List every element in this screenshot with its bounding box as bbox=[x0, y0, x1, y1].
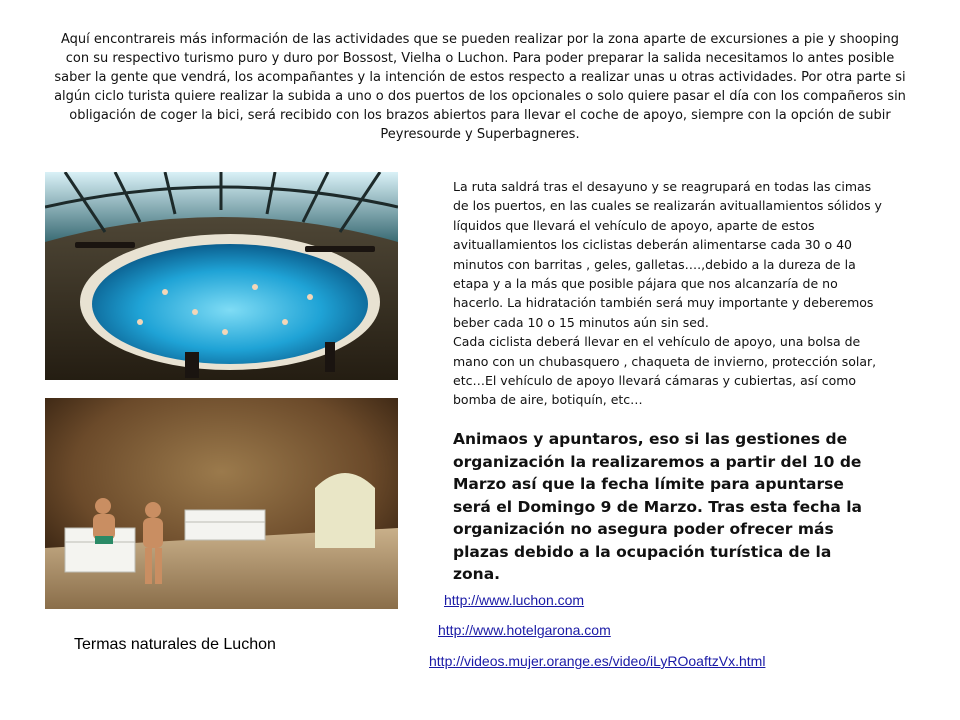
luchon-link[interactable]: http://www.luchon.com bbox=[444, 592, 585, 608]
route-paragraph-1: La ruta saldrá tras el desayuno y se reagrupará en todas las cimas de los puertos, en las cuales se realizarán avituallamientos sólidos y líquidos que llevará el vehículo de apoyo, aparte de estos avituallamientos los ciclistas deberán alimentarse cada 30 o 40 minutos con barritas , geles, galletas….,debido a la dureza de la etapa y a la más que posible pájara que nos alcanzaría de no hacerlo. La hidratación también será muy importante y deberemos beber cada 10 o 15 minutos aún sin sed. bbox=[453, 179, 882, 330]
route-paragraph-2: Cada ciclista deberá llevar en el vehículo de apoyo, una bolsa de mano con un chubasquero , chaqueta de invierno, protección solar, etc…El vehículo de apoyo llevará cámaras y cubiertas, así como bomba de aire, botiquín, etc… bbox=[453, 334, 877, 408]
thermal-pool-photo bbox=[45, 172, 398, 380]
intro-paragraph: Aquí encontrareis más información de las actividades que se pueden realizar por la zona aparte de excursiones a pie y shooping con su respectivo turismo puro y duro por Bossost, Vielha o Luchon. Para poder preparar la salida necesitamos lo antes posible saber la gente que vendrá, los acompañantes y la intención de estos respecto a realizar unas u otras actividades. Por otra parte si algún ciclo turista quiere realizar la subida a uno o dos puertos de los opcionales o solo quiere pasar el día con los compañeros sin obligación de coger la bici, será recibido con los brazos abiertos para llevar el coche de apoyo, siempre con la opción de subir Peyresourde y Superbagneres. bbox=[54, 32, 906, 142]
hotel-garona-link[interactable]: http://www.hotelgarona.com bbox=[438, 622, 611, 638]
route-description bbox=[453, 177, 885, 410]
registration-notice: Animaos y apuntaros, eso si las gestiones de organización la realizaremos a partir del 10 de Marzo así que la fecha límite para apuntarse será el Domingo 9 de Marzo. Tras esta fecha la organización no asegura poder ofrecer más plazas debido a la ocupación turística de la zona. bbox=[453, 430, 862, 583]
video-link[interactable]: http://videos.mujer.orange.es/video/iLyROoaftzVx.html bbox=[429, 653, 766, 669]
photo-caption: Termas naturales de Luchon bbox=[74, 636, 276, 653]
cave-bath-photo bbox=[45, 398, 398, 609]
